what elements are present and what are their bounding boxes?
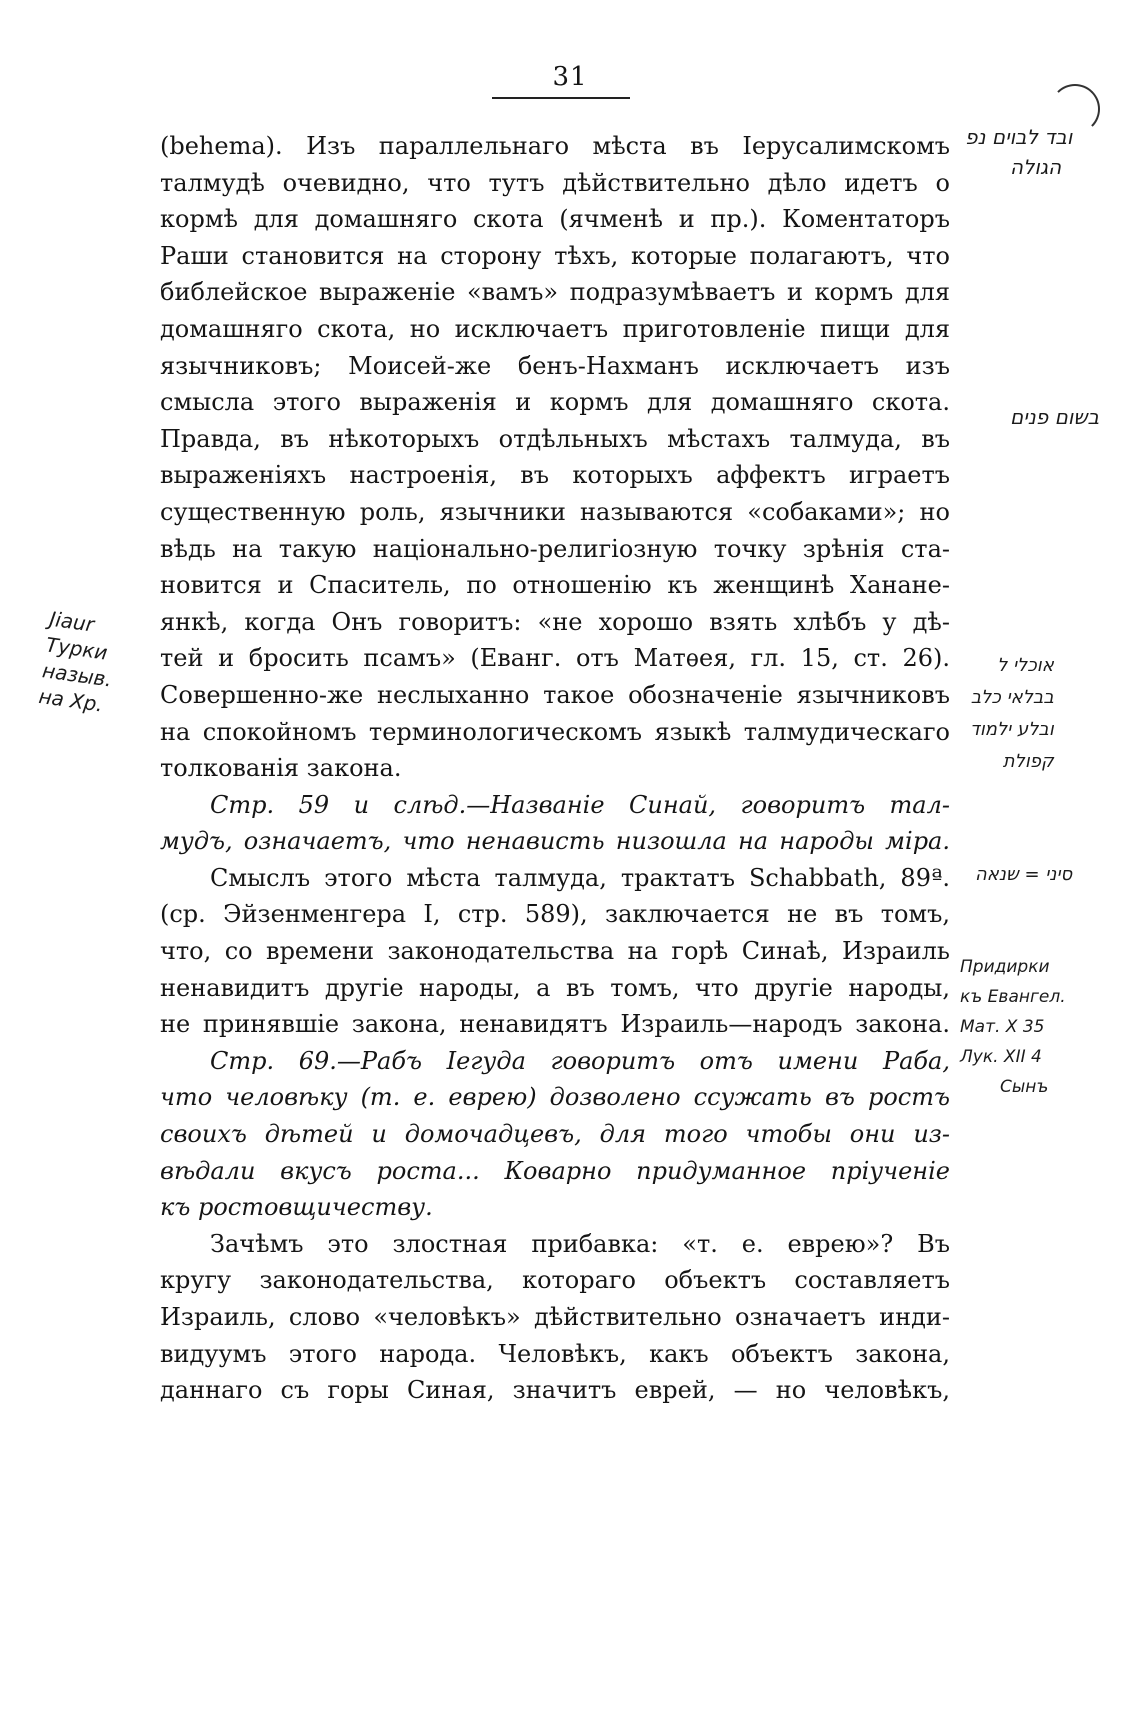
text-line: (ср. Эйзенменгера I, стр. 589), заключается не въ томъ,	[160, 900, 950, 929]
margin-note-line: на Хр.	[37, 683, 105, 717]
text-line: кругу законодательства, котораго объектъ составляетъ	[160, 1266, 950, 1295]
section-heading: мудъ, означаетъ, что ненависть низошла на народы міра.	[160, 827, 950, 856]
text-line: новится и Спаситель, по отношенію къ женщинѣ Ханане-	[160, 571, 950, 600]
margin-note-right-russian	[960, 952, 1066, 1102]
margin-note-line: назыв.	[40, 658, 114, 692]
text-line: даннаго съ горы Синая, значитъ еврей, — но человѣкъ,	[160, 1376, 950, 1405]
margin-note-line: אוכלי ל	[997, 655, 1054, 676]
text-line: Смыслъ этого мѣста талмуда, трактатъ Schabbath, 89ª.	[210, 863, 950, 892]
section-heading: Стр. 69.—Рабъ Іегуда говоритъ отъ имени Раба,	[210, 1046, 950, 1075]
section-heading: вѣдали вкусъ роста... Коварно придуманное пріученіе	[160, 1156, 950, 1185]
margin-note-line: בבלאי כלב	[970, 687, 1054, 708]
text-line: выраженіяхъ настроенія, въ которыхъ аффектъ играетъ	[160, 461, 950, 490]
section-heading: своихъ дѣтей и домочадцевъ, для того чтобы они из-	[160, 1120, 950, 1149]
margin-note-line: Сынъ	[1000, 1077, 1049, 1097]
margin-note-line: Придирки	[960, 957, 1050, 977]
text-line: существенную роль, язычники называются «собаками»; но	[160, 497, 950, 526]
page-number-rule	[492, 97, 630, 99]
text-line: что, со времени законодательства на горѣ Синаѣ, Израиль	[160, 937, 950, 966]
margin-note-right-2: הגולה	[1010, 155, 1062, 179]
text-line: тей и бросить псамъ» (Еванг. отъ Матѳея, гл. 15, ст. 26).	[160, 644, 950, 673]
margin-note-line: Турки	[44, 632, 110, 665]
text-line: Совершенно-же неслыханно такое обозначеніе язычниковъ	[160, 680, 950, 709]
margin-note-sinai: סיני = שנאה	[975, 864, 1073, 885]
margin-note-line: къ Евангел.	[960, 987, 1066, 1007]
text-line: библейское выраженіе «вамъ» подразумѣваетъ и кормъ для	[160, 278, 950, 307]
margin-note-line: קפולת	[1002, 751, 1054, 772]
margin-note-line: ובלע ילמוד	[970, 719, 1054, 740]
margin-note-line: Лук. XII 4	[960, 1047, 1042, 1067]
text-line: Раши становится на сторону тѣхъ, которые полагаютъ, что	[160, 241, 950, 270]
text-line: Израиль, слово «человѣкъ» дѣйствительно означаетъ инди-	[160, 1303, 950, 1331]
text-line: Правда, въ нѣкоторыхъ отдѣльныхъ мѣстахъ талмуда, въ	[160, 424, 950, 453]
text-line: (behema). Изъ параллельнаго мѣста въ Іерусалимскомъ	[160, 132, 950, 160]
text-line: не принявшіе закона, ненавидятъ Израиль—народъ закона.	[160, 1010, 950, 1039]
page-number: 31	[552, 62, 588, 92]
text-line: талмудѣ очевидно, что тутъ дѣйствительно дѣло идетъ о	[160, 168, 950, 197]
margin-note-right-hebrew	[970, 650, 1054, 778]
text-line: ненавидитъ другіе народы, а въ томъ, что другіе народы,	[160, 973, 950, 1002]
text-line: домашняго скота, но исключаетъ приготовленіе пищи для	[160, 314, 950, 343]
text-line: вѣдь на такую національно-религіозную точку зрѣнія ста-	[160, 534, 950, 563]
text-line: янкѣ, когда Онъ говоритъ: «не хорошо взять хлѣбъ у дѣ-	[160, 607, 950, 636]
text-line: на спокойномъ терминологическомъ языкѣ талмудическаго	[160, 717, 950, 746]
text-line: кормѣ для домашняго скота (ячменѣ и пр.). Коментаторъ	[160, 205, 950, 234]
body-text	[160, 128, 950, 1409]
margin-note-right-3: בשום פנים	[1010, 405, 1100, 429]
section-heading: Стр. 59 и слѣд.—Названіе Синай, говоритъ тал-	[210, 790, 950, 819]
margin-note-right-1: ובד לבוים נפ	[965, 125, 1073, 149]
section-heading: къ ростовщичеству.	[160, 1193, 433, 1222]
margin-note-line: Jiaur	[48, 606, 96, 637]
section-heading: что человѣку (т. е. еврею) дозволено ссужать въ ростъ	[160, 1083, 950, 1112]
margin-note-left	[37, 606, 121, 719]
text-line: видуумъ этого народа. Человѣкъ, какъ объектъ закона,	[160, 1339, 950, 1368]
text-line: Зачѣмъ это злостная прибавка: «т. е. еврею»? Въ	[210, 1229, 950, 1258]
margin-note-line: Мат. X 35	[960, 1017, 1045, 1037]
text-line: смысла этого выраженія и кормъ для домашняго скота.	[160, 388, 950, 417]
text-line: толкованія закона.	[160, 754, 402, 783]
text-line: язычниковъ; Моисей-же бенъ-Нахманъ исключаетъ изъ	[160, 351, 950, 380]
